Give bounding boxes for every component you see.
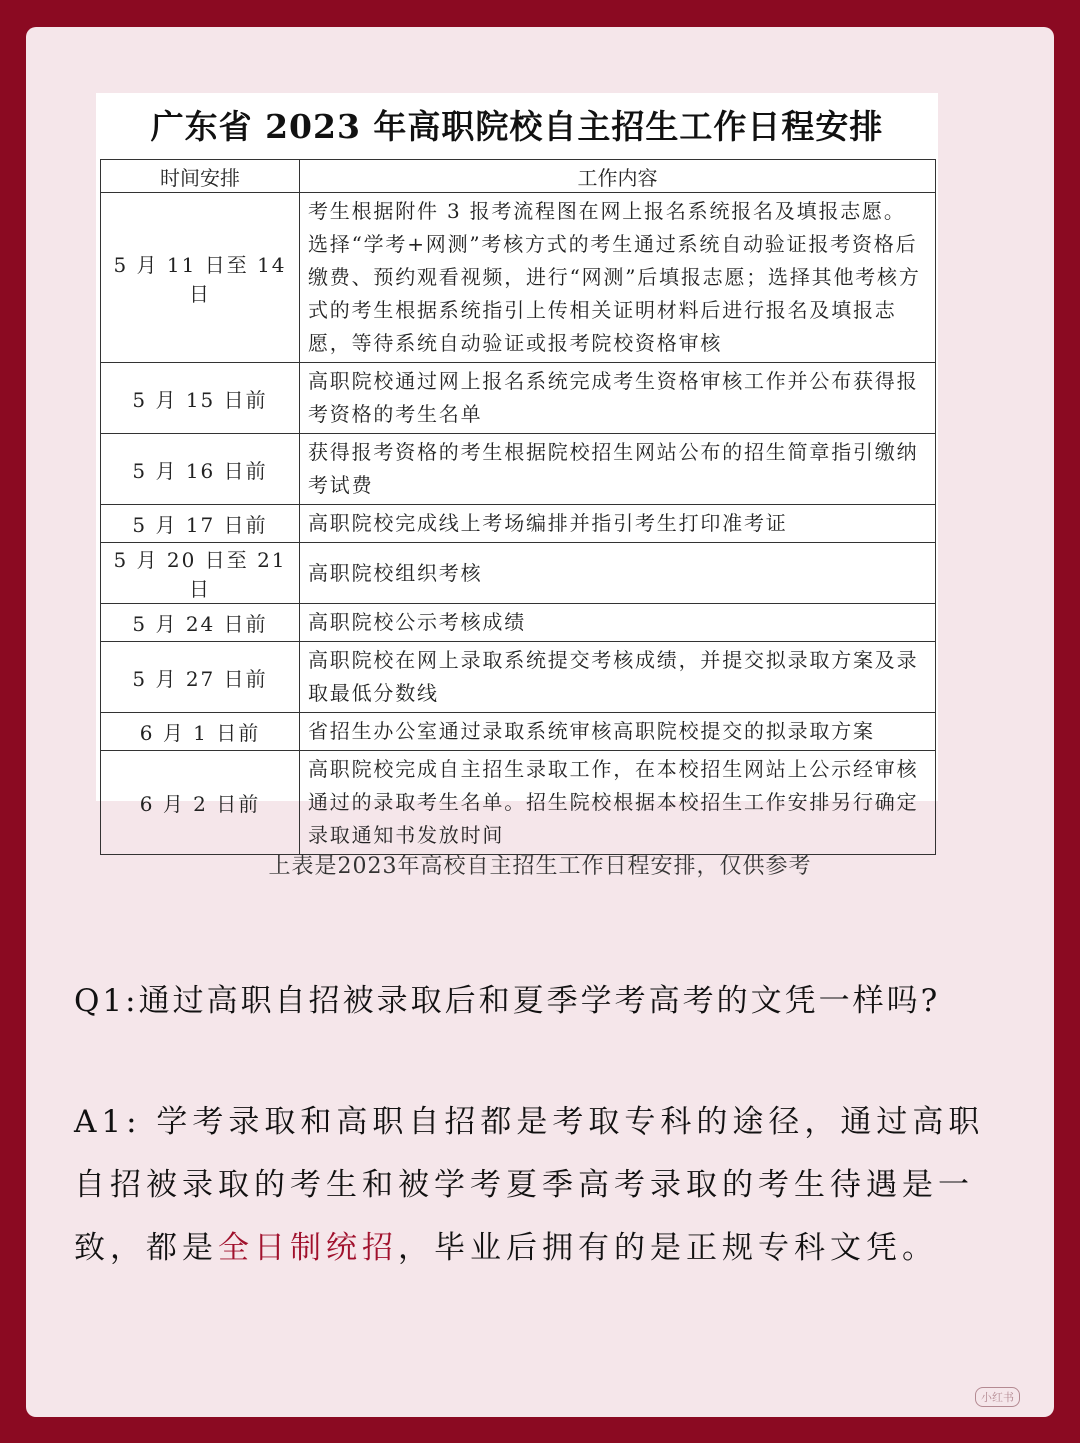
question-text: Q1:通过高职自招被录取后和夏季学考高考的文凭一样吗?	[74, 983, 941, 1019]
row-content: 获得报考资格的考生根据院校招生网站公布的招生简章指引缴纳考试费	[300, 434, 936, 505]
table-row	[101, 505, 936, 543]
answer-highlight: 全日制统招	[218, 1230, 398, 1266]
table-row	[101, 434, 936, 505]
table-caption: 上表是2023年高校自主招生工作日程安排，仅供参考	[268, 854, 812, 879]
row-time: 5 月 17 日前	[101, 505, 300, 543]
platform-watermark: 小红书	[975, 1387, 1020, 1407]
row-content: 高职院校公示考核成绩	[300, 604, 936, 642]
table-row	[101, 713, 936, 751]
table-row	[101, 642, 936, 713]
row-time: 5 月 24 日前	[101, 604, 300, 642]
row-content: 高职院校通过网上报名系统完成考生资格审核工作并公布获得报考资格的考生名单	[300, 363, 936, 434]
table-title: 广东省 2023 年高职院校自主招生工作日程安排	[150, 107, 884, 146]
table-row	[101, 543, 936, 604]
content-card	[26, 27, 1054, 1417]
schedule-table	[100, 159, 936, 855]
answer-part-2: ，毕业后拥有的是正规专科文凭。	[398, 1230, 938, 1266]
row-content: 高职院校在网上录取系统提交考核成绩，并提交拟录取方案及录取最低分数线	[300, 642, 936, 713]
row-time: 5 月 27 日前	[101, 642, 300, 713]
row-content: 高职院校完成自主招生录取工作，在本校招生网站上公示经审核通过的录取考生名单。招生院校根据本校招生工作安排另行确定录取通知书发放时间	[300, 751, 936, 855]
row-time: 5 月 20 日至 21 日	[101, 543, 300, 604]
row-time: 5 月 15 日前	[101, 363, 300, 434]
table-row	[101, 604, 936, 642]
row-time: 5 月 11 日至 14 日	[101, 193, 300, 363]
row-time: 6 月 2 日前	[101, 751, 300, 855]
row-time: 6 月 1 日前	[101, 713, 300, 751]
row-time: 5 月 16 日前	[101, 434, 300, 505]
answer-part-1: A1: 学考录取和高职自招都是考取专科的途径，通过高职自招被录取的考生和被学考夏季高考录取的考生待遇是一致，都是	[74, 1104, 985, 1266]
answer-text	[74, 1091, 994, 1280]
schedule-table-image	[96, 93, 938, 847]
table-header-row	[101, 160, 936, 193]
row-content: 省招生办公室通过录取系统审核高职院校提交的拟录取方案	[300, 713, 936, 751]
table-row	[101, 193, 936, 363]
row-content: 高职院校完成线上考场编排并指引考生打印准考证	[300, 505, 936, 543]
header-content: 工作内容	[300, 160, 936, 193]
header-time: 时间安排	[101, 160, 300, 193]
table-row	[101, 751, 936, 855]
row-content: 考生根据附件 3 报考流程图在网上报名系统报名及填报志愿。选择“学考+网测”考核方式的考生通过系统自动验证报考资格后缴费、预约观看视频，进行“网测”后填报志愿；选择其他考核方式的考生根据系统指引上传相关证明材料后进行报名及填报志愿，等待系统自动验证或报考院校资格审核	[300, 193, 936, 363]
table-row	[101, 363, 936, 434]
row-content: 高职院校组织考核	[300, 543, 936, 604]
